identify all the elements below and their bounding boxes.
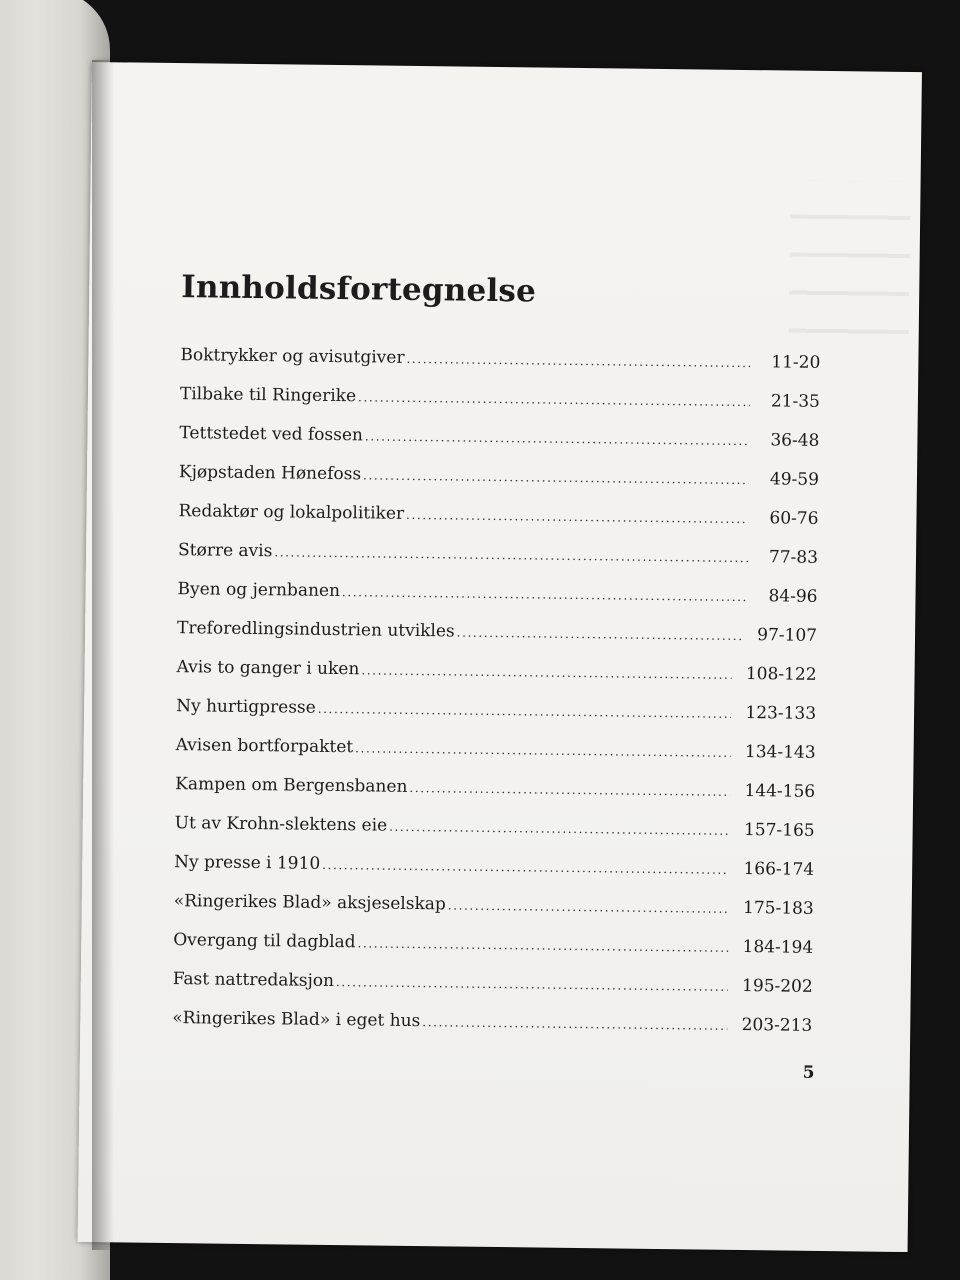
toc-entry-pages: 36-48 — [770, 430, 820, 451]
toc-entry-title: Avisen bortforpaktet — [175, 735, 354, 758]
toc-entry-pages: 195-202 — [741, 976, 813, 997]
toc-entry-pages: 11-20 — [771, 352, 821, 373]
toc-entry-title: Tilbake til Ringerike — [179, 384, 357, 407]
page-number: 5 — [802, 1062, 815, 1083]
dot-leader — [448, 898, 729, 915]
toc-entry-pages: 97-107 — [757, 625, 818, 646]
dot-leader — [322, 858, 730, 877]
dot-leader — [422, 1015, 727, 1033]
gutter-shadow — [92, 60, 114, 1250]
toc-entry-title: Kjøpstaden Hønefoss — [178, 462, 362, 485]
toc-entry-title: Større avis — [177, 540, 273, 562]
toc-entry-pages: 184-194 — [742, 937, 814, 958]
dot-leader — [361, 663, 732, 682]
book-page — [78, 62, 922, 1252]
toc-entry-title: Overgang til dagblad — [173, 930, 356, 953]
toc-entry-pages: 175-183 — [742, 898, 814, 919]
toc-entry-pages: 108-122 — [745, 664, 817, 685]
dot-leader — [406, 352, 750, 370]
toc-entry-pages: 144-156 — [744, 781, 816, 802]
dot-leader — [318, 702, 732, 721]
dot-leader — [336, 975, 728, 994]
toc-entry-title: Treforedlingsindustrien utvikles — [176, 618, 455, 642]
toc-entry-title: Ut av Krohn-slektens eie — [174, 813, 388, 836]
toc-entry-title: «Ringerikes Blad» aksjeselskap — [173, 891, 446, 915]
dot-leader — [358, 390, 750, 409]
toc-entry-title: Fast nattredaksjon — [172, 969, 335, 992]
dot-leader — [389, 820, 730, 838]
dot-leader — [457, 625, 744, 642]
toc-entry-pages: 123-133 — [745, 703, 817, 724]
dot-leader — [406, 508, 749, 526]
toc-entry-pages: 157-165 — [743, 820, 815, 841]
toc-list — [172, 345, 821, 1055]
toc-entry-title: Ny hurtigpresse — [176, 696, 316, 718]
toc-entry-pages: 21-35 — [770, 391, 821, 412]
dot-leader — [357, 936, 728, 955]
toc-entry-pages: 49-59 — [769, 469, 820, 490]
toc-entry-pages: 134-143 — [744, 742, 816, 763]
dot-leader — [409, 781, 730, 799]
dot-leader — [363, 468, 749, 487]
dot-leader — [355, 741, 731, 760]
toc-entry-pages: 84-96 — [768, 586, 818, 607]
dot-leader — [365, 429, 750, 448]
toc-entry-title: Boktrykker og avisutgiver — [180, 345, 405, 368]
page-title: Innholdsfortegnelse — [181, 269, 537, 310]
toc-content — [172, 269, 821, 1055]
toc-entry-title: Avis to ganger i uken — [176, 657, 360, 680]
toc-entry-title: Kampen om Bergensbanen — [175, 774, 408, 797]
toc-entry-pages: 203-213 — [741, 1015, 813, 1036]
toc-entry-title: Redaktør og lokalpolitiker — [178, 501, 405, 524]
toc-entry-title: Byen og jernbanen — [177, 579, 341, 602]
toc-entry-pages: 77-83 — [768, 547, 819, 568]
toc-entry-title: Tettstedet ved fossen — [179, 423, 364, 446]
dot-leader — [342, 585, 748, 604]
toc-entry-pages: 60-76 — [769, 508, 819, 529]
toc-entry — [172, 1008, 812, 1055]
toc-entry-title: «Ringerikes Blad» i eget hus — [172, 1008, 421, 1032]
toc-entry-title: Ny presse i 1910 — [174, 852, 321, 874]
dot-leader — [274, 545, 748, 565]
toc-entry-pages: 166-174 — [743, 859, 815, 880]
